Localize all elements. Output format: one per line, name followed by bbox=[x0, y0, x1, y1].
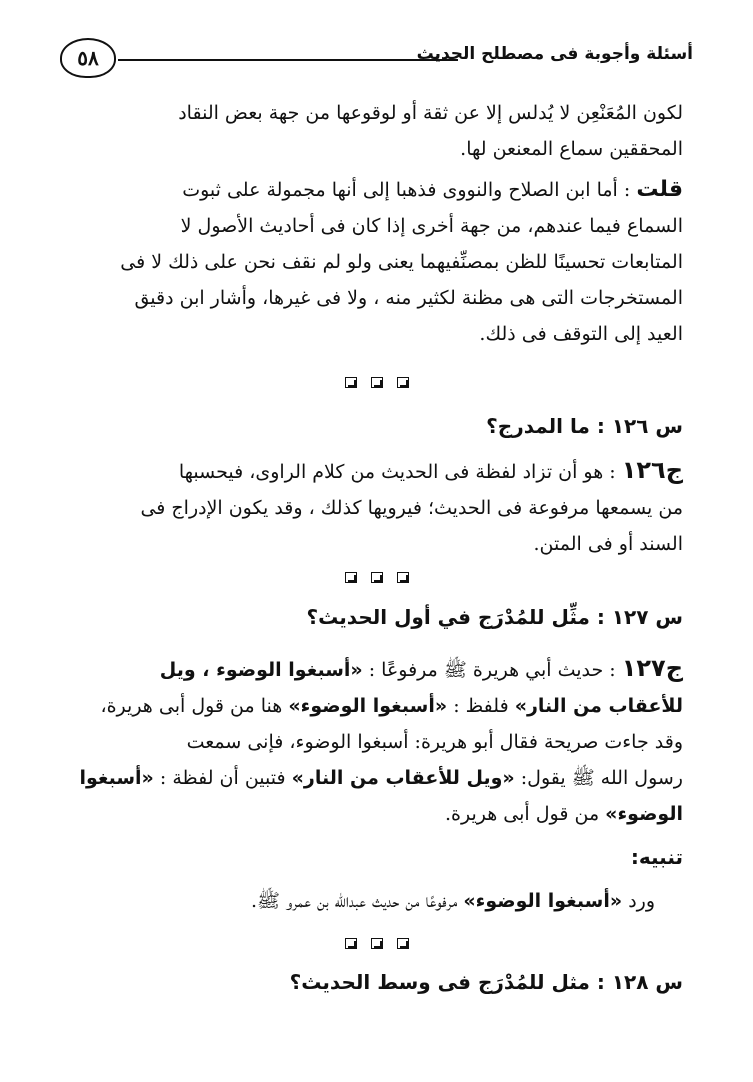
note-body bbox=[63, 883, 683, 919]
question-126: س ١٢٦ : ما المدرج؟ bbox=[486, 414, 683, 438]
box-ornament-icon bbox=[345, 572, 357, 583]
qult-keyword: قلت bbox=[636, 177, 683, 202]
page-number: ٥٨ bbox=[77, 46, 99, 70]
header-rule bbox=[118, 59, 458, 61]
answer-126 bbox=[63, 452, 683, 562]
text-line: المستخرجات التى هى مظنة لكثير منه ، ولا فى غيرها، وأشار ابن دقيق bbox=[134, 287, 683, 309]
text-span: ورد bbox=[628, 890, 655, 912]
box-ornament-icon bbox=[371, 572, 383, 583]
text-line: المتابعات تحسينًا للظن بمصنِّفيهما يعنى ولو لم نقف نحن على ذلك لا فى bbox=[120, 251, 683, 273]
section-separator bbox=[0, 934, 753, 953]
note-heading: تنبيه: bbox=[630, 845, 683, 869]
paragraph-qult bbox=[63, 172, 683, 352]
hadith-quote: الوضوء» bbox=[605, 803, 683, 825]
hadith-quote: للأعقاب من النار» bbox=[514, 695, 683, 717]
running-title: أسئلة وأجوبة فى مصطلح الحديث bbox=[416, 44, 693, 64]
text-line: من يسمعها مرفوعة فى الحديث؛ فيرويها كذلك ، وقد يكون الإدراج فى bbox=[140, 497, 683, 519]
hadith-quote: «أسبغوا الوضوء» bbox=[463, 890, 623, 912]
hadith-quote: «ويل للأعقاب من النار» bbox=[291, 767, 515, 789]
text-line: المحققين سماع المعنعن لها. bbox=[460, 138, 683, 160]
box-ornament-icon bbox=[345, 938, 357, 949]
text-span: رسول الله ﷺ يقول: bbox=[520, 767, 683, 789]
text-span: فتبين أن لفظة : bbox=[159, 767, 286, 789]
text-line: : أما ابن الصلاح والنووى فذهبا إلى أنها مجمولة على ثبوت bbox=[182, 179, 631, 201]
text-line: وقد جاءت صريحة فقال أبو هريرة: أسبغوا الوضوء، فإنى سمعت bbox=[186, 731, 683, 753]
hadith-quote: «أسبغوا الوضوء» bbox=[288, 695, 448, 717]
text-line: : هو أن تزاد لفظة فى الحديث من كلام الراوى، فيحسبها bbox=[178, 461, 616, 483]
question-128: س ١٢٨ : مثل للمُدْرَج فى وسط الحديث؟ bbox=[289, 970, 683, 994]
box-ornament-icon bbox=[345, 377, 357, 388]
box-ornament-icon bbox=[371, 377, 383, 388]
section-separator bbox=[0, 373, 753, 392]
text-span: فلفظ : bbox=[453, 695, 509, 717]
text-span: من قول أبى هريرة. bbox=[444, 803, 600, 825]
text-line: لكون المُعَنْعِن لا يُدلس إلا عن ثقة أو لوقوعها من جهة بعض النقاد bbox=[178, 102, 683, 124]
paragraph-continuation bbox=[63, 95, 683, 167]
page-header bbox=[60, 38, 693, 82]
page-number-badge bbox=[60, 38, 116, 78]
box-ornament-icon bbox=[371, 938, 383, 949]
text-line: السند أو فى المتن. bbox=[533, 533, 683, 555]
answer-marker: ج١٢٦ bbox=[621, 456, 683, 484]
answer-127 bbox=[63, 650, 683, 832]
hadith-quote: «أسبغوا bbox=[79, 767, 154, 789]
box-ornament-icon bbox=[397, 938, 409, 949]
text-span: : حديث أبي هريرة ﷺ مرفوعًا : bbox=[368, 659, 616, 681]
question-127: س ١٢٧ : مثِّل للمُدْرَج في أول الحديث؟ bbox=[306, 605, 683, 629]
text-span: هنا من قول أبى هريرة، bbox=[100, 695, 283, 717]
box-ornament-icon bbox=[397, 377, 409, 388]
answer-marker: ج١٢٧ bbox=[621, 654, 683, 682]
hadith-quote: «أسبغوا الوضوء ، ويل bbox=[159, 659, 363, 681]
box-ornament-icon bbox=[397, 572, 409, 583]
section-separator bbox=[0, 568, 753, 587]
text-span: مرفوعًا من حديث عبدالله بن عمرو ﷺ. bbox=[250, 890, 458, 912]
text-line: السماع فيما عندهم، من جهة أخرى إذا كان فى أحاديث الأصول لا bbox=[180, 215, 683, 237]
text-line: العيد إلى التوقف فى ذلك. bbox=[479, 323, 683, 345]
